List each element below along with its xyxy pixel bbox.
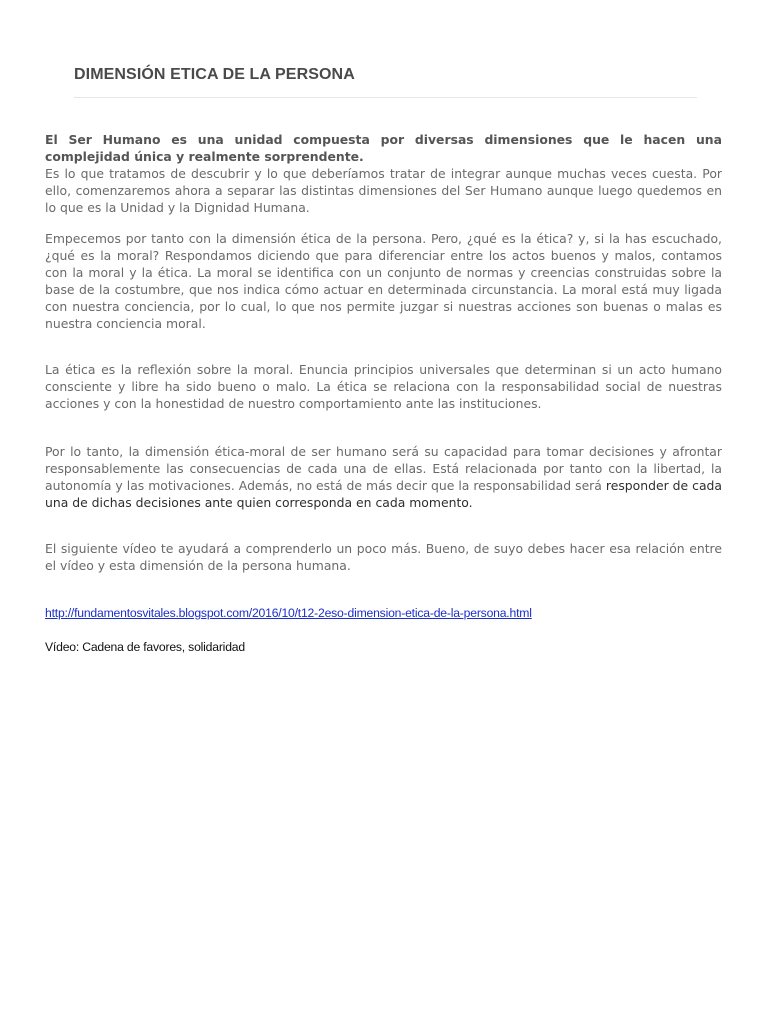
ethical-dimension-text: Por lo tanto, la dimensión ética-moral de ser humano será su capacidad para tomar decisiones y afrontar responsablemente las consecuencias de cada una de ellas. Está relacionada por tanto con la libertad, la autonomía y las motivaciones. Además, no está de más decir que la responsabilidad será (45, 444, 722, 493)
intro-lead-text: El Ser Humano es una unidad compuesta por diversas dimensiones que le hacen una complejidad única y realmente sorprendente. (45, 132, 722, 164)
paragraph-ethical-dimension (45, 443, 722, 511)
page-title: DIMENSIÓN ETICA DE LA PERSONA (74, 66, 355, 83)
title-divider (74, 97, 697, 98)
ethics-intro-last-line: juzgar si nuestras acciones son buenas o malas es nuestra conciencia moral. (45, 299, 722, 331)
paragraph-video-intro: El siguiente vídeo te ayudará a comprenderlo un poco más. Bueno, de suyo debes hacer esa relación entre el vídeo y esta dimensión de la persona humana. (45, 541, 722, 573)
blog-post-link[interactable]: http://fundamentosvitales.blogspot.com/2016/10/t12-2eso-dimension-etica-de-la-persona.html (45, 606, 532, 620)
intro-body-last-line: luego quedemos en lo que es la Unidad y la Dignidad Humana. (45, 183, 722, 215)
intro-body-text: Es lo que tratamos de descubrir y lo que deberíamos tratar de integrar aunque muchas veces cuesta. Por ello, comenzaremos ahora a separar las distintas dimensiones del Ser Humano aunque (45, 166, 722, 198)
ethics-intro-text: Empecemos por tanto con la dimensión ética de la persona. Pero, ¿qué es la ética? y, si la has escuchado, ¿qué es la moral? Respondamos diciendo que para diferenciar entre los actos buenos y malos, contamos con la moral y la ética. La moral se identifica con un conjunto de normas y creencias construidas sobre la base de la costumbre, que nos indica cómo actuar en determinada circunstancia. La moral está muy ligada con nuestra conciencia, por lo cual, lo que nos permite (45, 231, 722, 314)
video-caption: Vídeo: Cadena de favores, solidaridad (45, 640, 245, 654)
paragraph-ethics-intro (45, 230, 722, 332)
paragraph-intro (45, 131, 722, 216)
ethical-dimension-emphasis: responder de cada una de dichas decisiones ante quien corresponda en cada momento. (45, 478, 722, 510)
paragraph-ethics-definition: La ética es la reflexión sobre la moral. Enuncia principios universales que determinan si un acto humano consciente y libre ha sido bueno o malo. La ética se relaciona con la responsabilidad social de nuestras acciones y con la honestidad de nuestro comportamiento ante las instituciones. (45, 362, 722, 411)
